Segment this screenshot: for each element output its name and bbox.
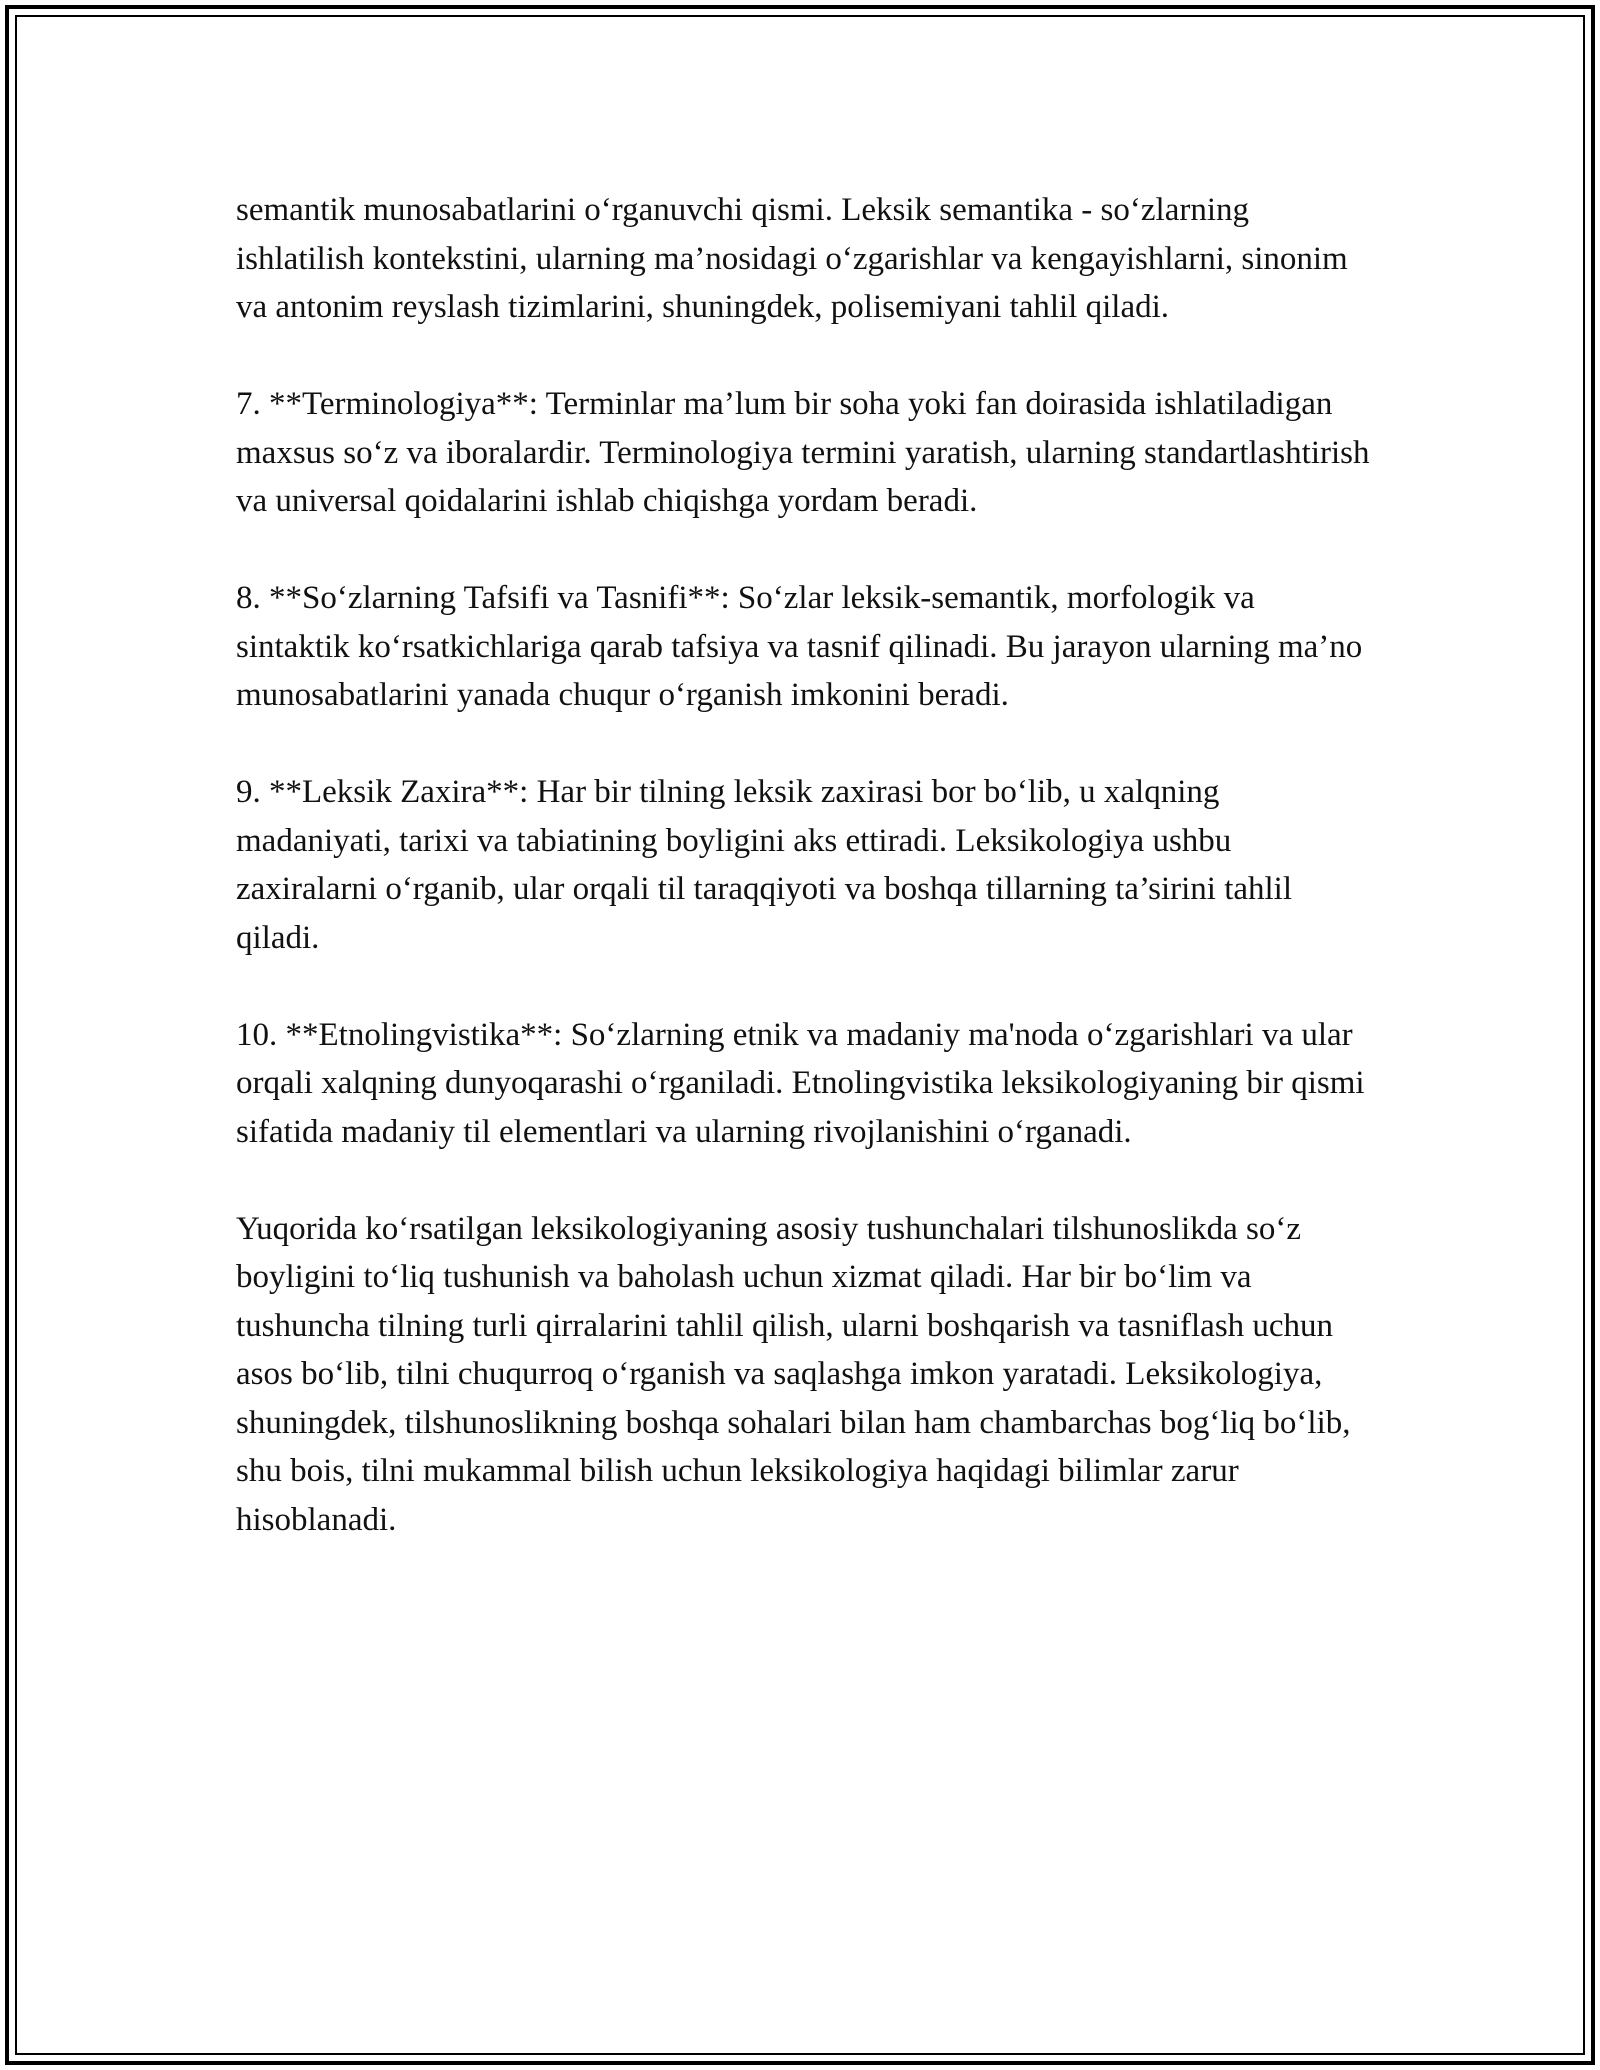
paragraph-terminology: 7. **Terminologiya**: Terminlar ma’lum bir soha yoki fan doirasida ishlatiladigan maxsus so‘z va iboralardir. Terminologiya termini yaratish, ularning standartlashtirish va universal qoidalarini ishlab chiqishga yordam beradi.: [236, 386, 1370, 519]
document-body: [236, 186, 1376, 1544]
paragraph-lexical-semantics: semantik munosabatlarini o‘rganuvchi qismi. Leksik semantika - so‘zlarning ishlatilish kontekstini, ularning ma’nosidagi o‘zgarishlar va kengayishlarni, sinonim va antonim reyslash tizimlarini, shuningdek, polisemiyani tahlil qiladi.: [236, 192, 1348, 325]
paragraph-ethnolinguistics: 10. **Etnolingvistika**: So‘zlarning etnik va madaniy ma'noda o‘zgarishlari va ular orqali xalqning dunyoqarashi o‘rganiladi. Etnolingvistika leksikologiyaning bir qismi sifatida madaniy til elementlari va ularning rivojlanishini o‘rganadi.: [236, 1016, 1365, 1150]
paragraph-lexical-reserve: 9. **Leksik Zaxira**: Har bir tilning leksik zaxirasi bor bo‘lib, u xalqning madaniyati, tarixi va tabiatining boyligini aks ettiradi. Leksikologiya ushbu zaxiralarni o‘rganib, ular orqali til taraqqiyoti va boshqa tillarning ta’sirini tahlil qiladi.: [236, 774, 1293, 956]
paragraph-conclusion: Yuqorida ko‘rsatilgan leksikologiyaning asosiy tushunchalari tilshunoslikda so‘z boyligini to‘liq tushunish va baholash uchun xizmat qiladi. Har bir bo‘lim va tushuncha tilning turli qirralarini tahlil qilish, ularni boshqarish va tasniflash uchun asos bo‘lib, tilni chuqurroq o‘rganish va saqlashga imkon yaratadi. Leksikologiya, shuningdek, tilshunoslikning boshqa sohalari bilan ham chambarchas bog‘liq bo‘lib, shu bois, tilni mukammal bilish uchun leksikologiya haqidagi bilimlar zarur hisoblanadi.: [236, 1210, 1351, 1538]
paragraph-word-classification: 8. **So‘zlarning Tafsifi va Tasnifi**: So‘zlar leksik-semantik, morfologik va sintaktik ko‘rsatkichlariga qarab tafsiya va tasnif qilinadi. Bu jarayon ularning ma’no munosabatlarini yanada chuqur o‘rganish imkonini beradi.: [236, 580, 1363, 713]
